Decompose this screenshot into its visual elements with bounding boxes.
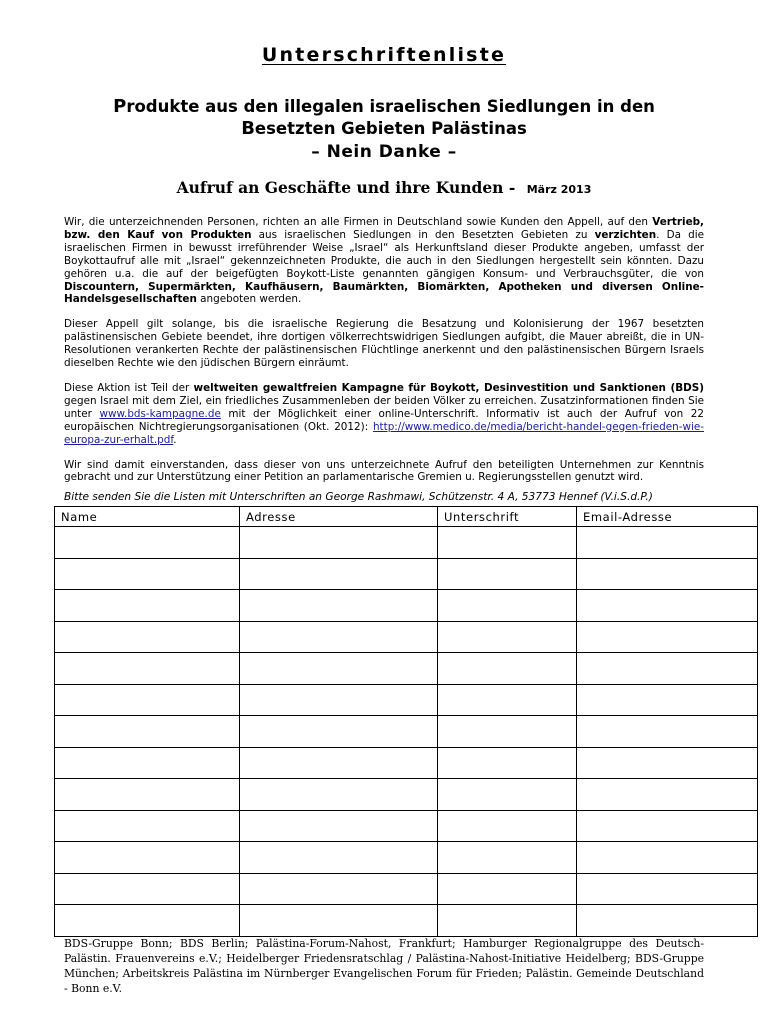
column-header-adresse: Adresse — [240, 507, 438, 527]
p3-text-4: . — [173, 433, 177, 446]
table-row — [55, 653, 758, 685]
name-cell[interactable] — [55, 590, 240, 622]
column-header-name: Name — [55, 507, 240, 527]
p3-text-3: mit der Möglichkeit einer online-Unterschrift. Informativ ist auch der Aufruf von 22 europäischen Nichtregierungsorganisationen (Okt. 2012): — [64, 407, 705, 433]
unterschrift-cell[interactable] — [438, 590, 577, 622]
unterschrift-cell[interactable] — [438, 653, 577, 685]
bds-kampagne-link[interactable]: www.bds-kampagne.de — [99, 407, 221, 420]
p3-text-2: gegen Israel mit dem Ziel, ein friedliches Zusammenleben der beiden Völker zu erreichen. Zusatzinformationen finden Sie unter — [64, 394, 704, 420]
name-cell[interactable] — [55, 527, 240, 559]
adresse-cell[interactable] — [240, 590, 438, 622]
email-cell[interactable] — [577, 747, 758, 779]
unterschrift-cell[interactable] — [438, 527, 577, 559]
unterschrift-cell[interactable] — [438, 873, 577, 905]
unterschrift-cell[interactable] — [438, 905, 577, 937]
email-cell[interactable] — [577, 905, 758, 937]
table-row — [55, 873, 758, 905]
p1-text-3: . Da die israelischen Firmen in bewusst irreführender Weise „Israel“ als Herkunftsland dieser Produkte angeben, umfasst der Boykottaufruf alle mit „Israel“ gekennzeichneten Produkte, die auch in den Siedlungen hergestellt sein könnten. Dazu gehören u.a. die auf der beigefügten Boykott-Liste genannten gängigen Konsum- und Verbrauchsgüter, die von — [64, 228, 705, 280]
signature-table — [54, 506, 758, 937]
name-cell[interactable] — [55, 653, 240, 685]
unterschrift-cell[interactable] — [438, 716, 577, 748]
adresse-cell[interactable] — [240, 621, 438, 653]
headline — [0, 96, 768, 163]
adresse-cell[interactable] — [240, 873, 438, 905]
paragraph-campaign — [64, 382, 704, 447]
name-cell[interactable] — [55, 842, 240, 874]
email-cell[interactable] — [577, 653, 758, 685]
p1-text-1: Wir, die unterzeichnenden Personen, richten an alle Firmen in Deutschland sowie Kunden den Appell, auf den — [64, 216, 653, 228]
adresse-cell[interactable] — [240, 684, 438, 716]
p1-bold-1: Vertrieb, bzw. den Kauf von Produkten — [64, 216, 704, 241]
paragraph-conditions: Dieser Appell gilt solange, bis die israelische Regierung die Besatzung und Kolonisierung der 1967 besetzten palästinensischen Gebiete beendet, ihre dortigen völkerrechtswidrigen Siedlungen aufgibt, die Mauer abreißt, die in UN-Resolutionen verankerten Rechte der palästinensischen Flüchtlinge anerkennt und den palästinensischen Bürgern Israels dieselben Rechte wie den jüdischen Bürgern einräumt. — [64, 318, 704, 370]
unterschrift-cell[interactable] — [438, 684, 577, 716]
name-cell[interactable] — [55, 779, 240, 811]
table-row — [55, 621, 758, 653]
paragraph-appeal — [64, 216, 704, 306]
aufruf-heading — [0, 178, 768, 197]
p1-bold-2: verzichten — [594, 228, 657, 241]
email-cell[interactable] — [577, 842, 758, 874]
name-cell[interactable] — [55, 905, 240, 937]
column-header-unterschrift: Unterschrift — [438, 507, 577, 527]
unterschrift-cell[interactable] — [438, 842, 577, 874]
email-cell[interactable] — [577, 873, 758, 905]
p3-text-1: Diese Aktion ist Teil der — [64, 381, 194, 394]
email-cell[interactable] — [577, 527, 758, 559]
table-row — [55, 905, 758, 937]
table-row — [55, 590, 758, 622]
unterschrift-cell[interactable] — [438, 621, 577, 653]
headline-line-1-rest: rodukte aus den illegalen israelischen Siedlungen in den — [126, 97, 655, 116]
name-cell[interactable] — [55, 558, 240, 590]
adresse-cell[interactable] — [240, 842, 438, 874]
email-cell[interactable] — [577, 684, 758, 716]
adresse-cell[interactable] — [240, 558, 438, 590]
medico-report-link[interactable]: http://www.medico.de/media/bericht-handel-gegen-frieden-wie-europa-zur-erhalt.pdf — [64, 420, 704, 446]
unterschrift-cell[interactable] — [438, 747, 577, 779]
p1-bold-3: Discountern, Supermärkten, Kaufhäusern, Baumärkten, Biomärkten, Apotheken und diversen Online-Handelsgesellschaften — [64, 280, 704, 306]
aufruf-text: Aufruf an Geschäfte und ihre Kunden — [176, 178, 504, 197]
adresse-cell[interactable] — [240, 716, 438, 748]
p1-text-4: angeboten werden. — [196, 293, 302, 306]
headline-line-2-rest: esetzten Gebieten Palästinas — [254, 119, 527, 138]
adresse-cell[interactable] — [240, 747, 438, 779]
table-row — [55, 716, 758, 748]
name-cell[interactable] — [55, 684, 240, 716]
table-row — [55, 779, 758, 811]
body-text — [64, 216, 704, 496]
email-cell[interactable] — [577, 590, 758, 622]
headline-line-1 — [0, 96, 768, 118]
signature-table-body — [55, 527, 758, 937]
adresse-cell[interactable] — [240, 527, 438, 559]
table-row — [55, 527, 758, 559]
headline-line-2-initial: B — [241, 118, 255, 139]
column-header-email: Email-Adresse — [577, 507, 758, 527]
email-cell[interactable] — [577, 716, 758, 748]
p3-bold-1: weltweiten gewaltfreien Kampagne für Boykott, Desinvestition und Sanktionen (BDS) — [193, 381, 704, 394]
email-cell[interactable] — [577, 558, 758, 590]
unterschrift-cell[interactable] — [438, 779, 577, 811]
adresse-cell[interactable] — [240, 779, 438, 811]
table-row — [55, 842, 758, 874]
page-title: Unterschriftenliste — [261, 44, 507, 66]
headline-line-1-initial: P — [113, 96, 127, 117]
table-row — [55, 684, 758, 716]
p1-text-2: aus israelischen Siedlungen in den Besetzten Gebieten zu — [251, 228, 595, 241]
name-cell[interactable] — [55, 747, 240, 779]
name-cell[interactable] — [55, 873, 240, 905]
adresse-cell[interactable] — [240, 653, 438, 685]
unterschrift-cell[interactable] — [438, 810, 577, 842]
email-cell[interactable] — [577, 621, 758, 653]
name-cell[interactable] — [55, 621, 240, 653]
table-row — [55, 747, 758, 779]
table-row — [55, 810, 758, 842]
send-instruction: Bitte senden Sie die Listen mit Unterschriften an George Rashmawi, Schützenstr. 4 A, 53773 Hennef (V.i.S.d.P.) — [64, 491, 653, 503]
name-cell[interactable] — [55, 810, 240, 842]
email-cell[interactable] — [577, 810, 758, 842]
aufruf-date: März 2013 — [526, 183, 592, 196]
aufruf-separator: - — [508, 178, 516, 197]
headline-line-2 — [0, 118, 768, 140]
adresse-cell[interactable] — [240, 810, 438, 842]
adresse-cell[interactable] — [240, 905, 438, 937]
name-cell[interactable] — [55, 716, 240, 748]
unterschrift-cell[interactable] — [438, 558, 577, 590]
table-header-row — [55, 507, 758, 527]
footer-organizations: BDS-Gruppe Bonn; BDS Berlin; Palästina-Forum-Nahost, Frankfurt; Hamburger Regionalgruppe des Deutsch-Palästin. Frauenvereins e.V.; Heidelberger Friedensratschlag / Palästina-Nahost-Initiative Heidelberg; BDS-Gruppe München; Arbeitskreis Palästina im Nürnberger Evangelischen Forum für Frieden; Palästin. Gemeinde Deutschland - Bonn e.V. — [64, 937, 704, 995]
table-row — [55, 558, 758, 590]
email-cell[interactable] — [577, 779, 758, 811]
headline-nein-danke: – Nein Danke – — [311, 142, 457, 162]
paragraph-consent: Wir sind damit einverstanden, dass dieser von uns unterzeichnete Aufruf den beteiligten Unternehmen zur Kenntnis gebracht und zur Unterstützung einer Petition an parlamentarische Gremien u. Regierungsstellen genutzt wird. — [64, 458, 704, 484]
